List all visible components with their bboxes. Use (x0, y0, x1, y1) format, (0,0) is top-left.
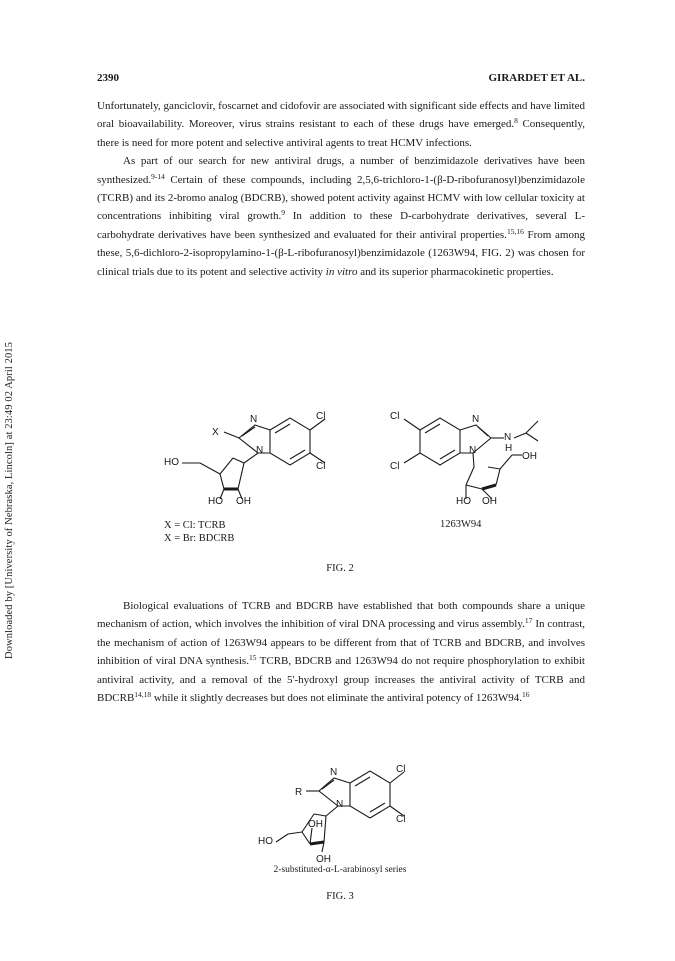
fig2-right-caption: 1263W94 (440, 519, 482, 530)
atom-oh: OH (316, 854, 331, 862)
atom-cl: Cl (316, 461, 326, 472)
paragraph-3: Biological evaluations of TCRB and BDCRB have established that both compounds share a unique mechanism of action, which involves the inhibition of viral DNA processing and virus assembly.$^{17}$ In contrast, the mechanism of action of 1263W94 appears to be different from that of TCRB and BDCRB, and involves inhibition of viral DNA synthesis.$^{15}$ TCRB, BDCRB and 1263W94 do not require phosphorylation to exhibit antiviral activity, and a removal of the 5'-hydroxyl group increases the antiviral activity of TCRB and BDCRB$^{14,18}$ while it slightly decreases but does not eliminate the antiviral potency of 1263W94.16 (97, 600, 585, 705)
paragraph-2: As part of our search for new antiviral drugs, a number of benzimidazole derivatives have been synthesized.$^{9-14}$ Certain of these compounds, including 2,5,6-trichloro-1-(β-D-ribofuranosyl)benzimidazole (TCRB) and its 2-bromo analog (BDCRB), showed potent activity against HCMV with low cellular toxicity at concentrations inhibiting viral growth.$^9$ In addition to these D-carbohydrate derivatives, several L-carbohydrate derivatives have been synthesized and evaluated for their antiviral properties.$^{15,16}$ From among these, 5,6-dichloro-2-isopropylamino-1-(β-L-ribofuranosyl)benzimidazole (1263W94, FIG. 2) was chosen for clinical trials due to its potent and selective activity in vitro and its superior pharmacokinetic properties. (97, 155, 585, 278)
atom-ho: HO (456, 496, 471, 505)
compound-1263w94-structure (388, 405, 578, 505)
download-watermark (2, 290, 16, 710)
atom-oh: OH (236, 496, 251, 505)
atom-ho: HO (258, 836, 273, 847)
ref-8: 8 (514, 116, 518, 126)
ref-9-14: 9-14 (151, 171, 165, 181)
ref-14-18: 14,18 (134, 690, 152, 700)
fig3-caption: 2-substituted-α-L-arabinosyl series (273, 865, 407, 875)
ref-9: 9 (281, 208, 286, 218)
ref-15: 15 (248, 653, 257, 663)
atom-h: H (505, 443, 513, 454)
arabinosyl-structure (238, 758, 428, 862)
atom-cl: Cl (316, 411, 326, 422)
atom-n: N (250, 414, 258, 425)
atom-r: R (295, 787, 303, 798)
ref-17: 17 (524, 616, 533, 626)
atom-ho: HO (208, 496, 223, 505)
atom-n: N (336, 799, 344, 810)
atom-oh: OH (482, 496, 497, 505)
atom-n: N (256, 445, 264, 456)
atom-cl: Cl (396, 764, 406, 775)
atom-n: N (330, 767, 338, 778)
atom-n: N (504, 432, 512, 443)
atom-oh: OH (522, 451, 537, 462)
download-note: Downloaded by [University of Nebraska, Lincoln] at 23:49 02 April 2015 (3, 341, 15, 659)
caption-bdcrb: X = Br: BDCRB (164, 533, 235, 544)
page-number: 2390 (97, 72, 119, 84)
atom-cl: Cl (390, 411, 400, 422)
page-header (97, 72, 585, 84)
atom-n: N (472, 414, 480, 425)
ref-16: 16 (522, 690, 530, 700)
atom-ho: HO (164, 457, 179, 468)
text-block-1 (97, 97, 585, 281)
fig3-label: FIG. 3 (326, 891, 354, 902)
atom-n: N (469, 445, 477, 456)
atom-oh: OH (308, 819, 323, 830)
atom-cl: Cl (396, 814, 406, 825)
fig2-label: FIG. 2 (326, 563, 354, 574)
atom-x: X (212, 427, 219, 438)
italic-in-vitro: in vitro (325, 265, 358, 278)
fig2-left-caption (164, 519, 234, 545)
tcrb-structure (138, 405, 328, 505)
ref-15-16: 15,16 (506, 226, 524, 236)
paragraph-1: Unfortunately, ganciclovir, foscarnet and cidofovir are associated with significant side effects and have limited oral bioavailability. Moreover, virus strains resistant to each of these drugs have emerged.$^8$ Consequently, there is need for more potent and selective antiviral agents to treat HCMV infections. (97, 100, 585, 149)
text-block-2 (97, 597, 585, 707)
running-head: GIRARDET ET AL. (488, 72, 585, 84)
caption-tcrb: X = Cl: TCRB (164, 520, 226, 531)
atom-cl: Cl (390, 461, 400, 472)
